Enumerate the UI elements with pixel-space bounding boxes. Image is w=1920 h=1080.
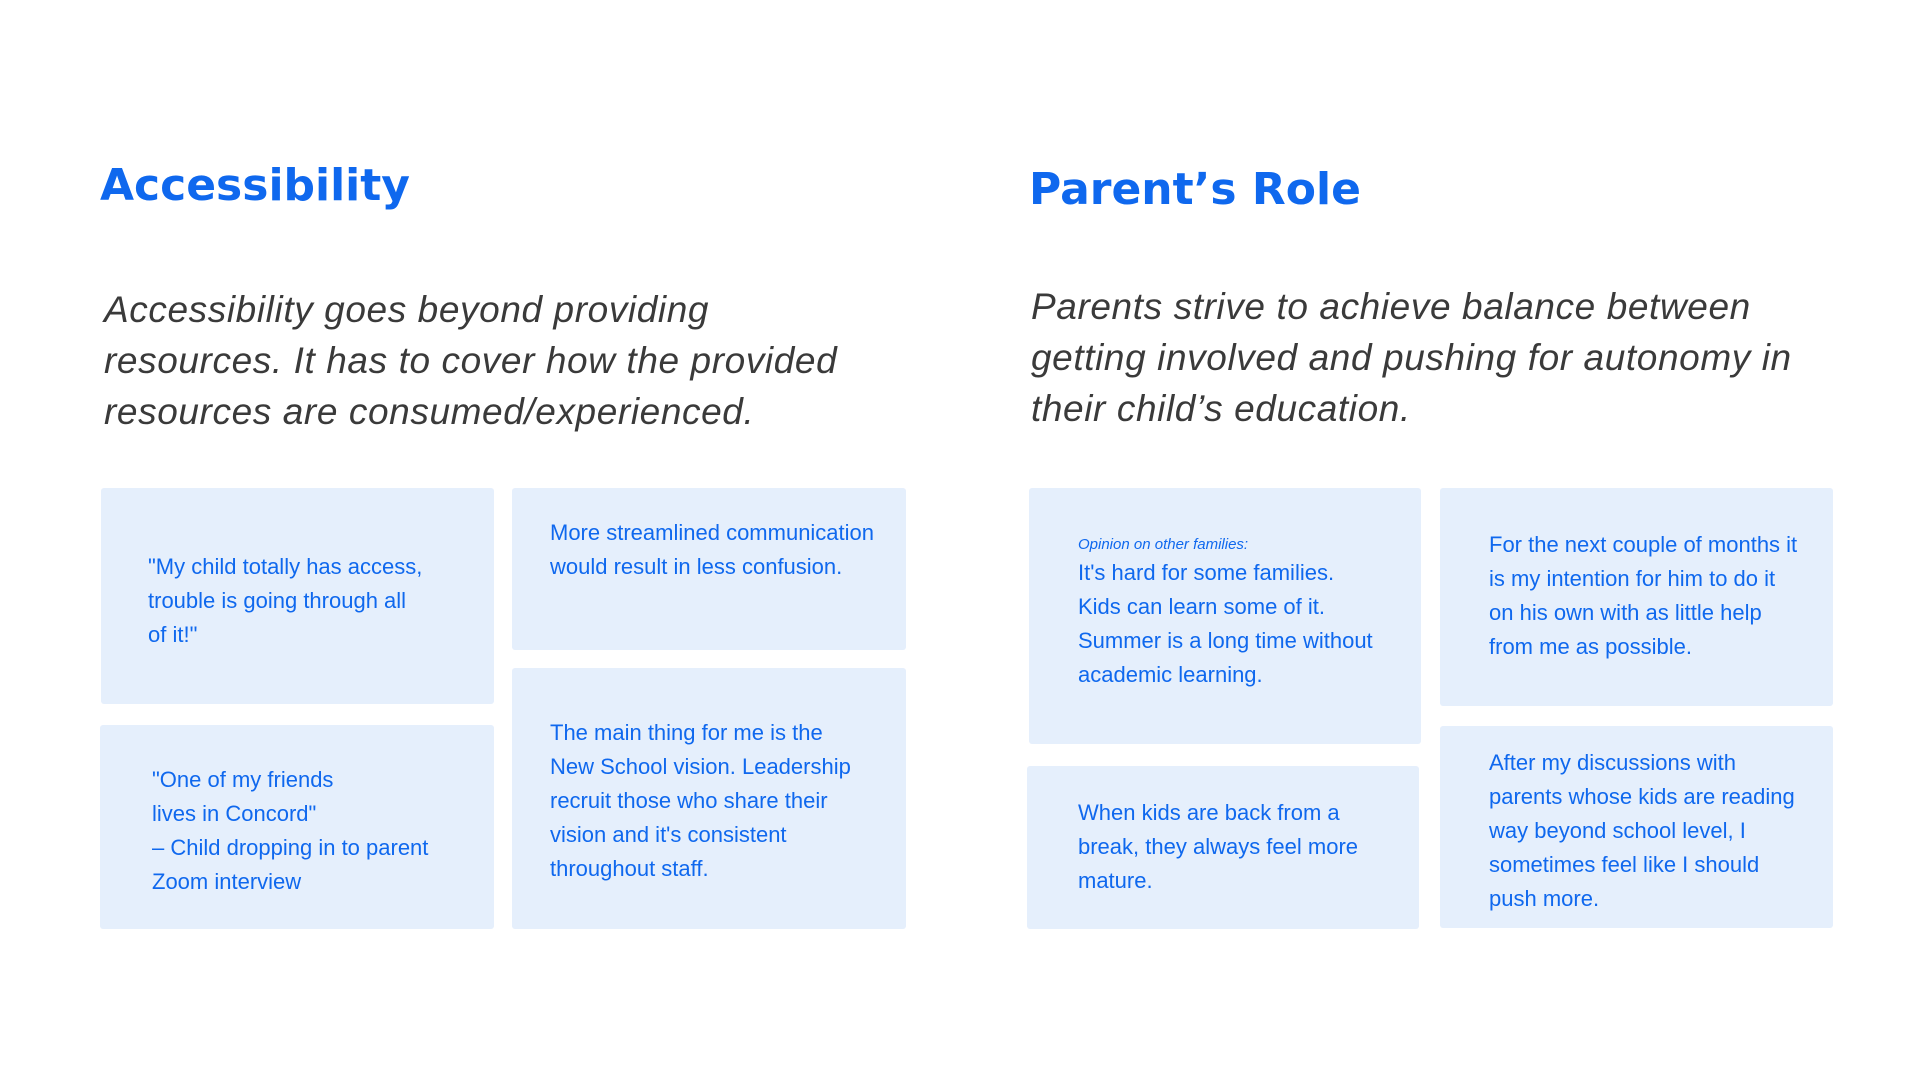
quote-streamlined-text: More streamlined communication would result in less confusion.	[550, 520, 875, 579]
quote-opinion-line-1: It's hard for some families.	[1078, 560, 1335, 585]
quote-opinion-text	[1078, 556, 1379, 692]
quote-card-access	[101, 488, 494, 704]
quote-friends-line-1: "One of my friends	[152, 767, 334, 792]
quote-opinion-line-3: Summer is a long time without academic learning.	[1078, 628, 1373, 687]
quote-vision-text: The main thing for me is the New School vision. Leadership recruit those who share their vision and it's consistent throughout staff.	[550, 720, 851, 881]
parents-role-title: Parent’s Role	[1029, 164, 1361, 215]
quote-opinion-line-2: Kids can learn some of it.	[1078, 594, 1326, 619]
quote-discussions-text: After my discussions with parents whose kids are reading way beyond school level, I sometimes feel like I should push more.	[1489, 750, 1795, 911]
quote-friends-line-2: lives in Concord"	[152, 801, 317, 826]
opinion-label: Opinion on other families:	[1078, 536, 1249, 553]
quote-card-discussions	[1440, 726, 1833, 928]
quote-card-opinion	[1029, 488, 1421, 744]
quote-card-vision	[512, 668, 906, 929]
quote-next-months-text: For the next couple of months it is my intention for him to do it on his own with as little help from me as possible.	[1489, 532, 1798, 659]
quote-card-next-months	[1440, 488, 1833, 706]
accessibility-title: Accessibility	[100, 160, 410, 211]
quote-access-text: "My child totally has access, trouble is going through all of it!"	[148, 554, 423, 647]
quote-card-break	[1027, 766, 1419, 929]
quote-friends-text	[152, 763, 454, 899]
quote-card-friends	[100, 725, 494, 929]
quote-break-text: When kids are back from a break, they always feel more mature.	[1078, 800, 1359, 893]
parents-role-summary: Parents strive to achieve balance between getting involved and pushing for autonomy in their child’s education.	[1031, 286, 1792, 429]
quote-card-streamlined	[512, 488, 906, 650]
quote-friends-attribution: – Child dropping in to parent Zoom interview	[152, 835, 429, 894]
accessibility-summary: Accessibility goes beyond providing resources. It has to cover how the provided resources are consumed/experienced.	[104, 289, 838, 432]
